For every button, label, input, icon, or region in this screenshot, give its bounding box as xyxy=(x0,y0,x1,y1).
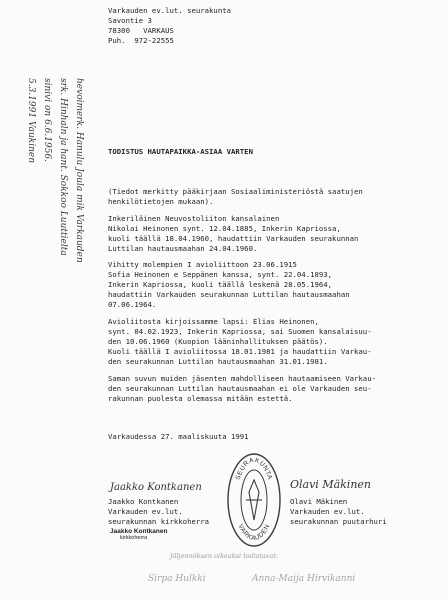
sender-phone: Puh. 972-22555 xyxy=(108,36,174,45)
margin-note-line: srk. Hinhaln ja hant. Sokkoo Luuttielta xyxy=(58,78,68,256)
sender-street: Savontie 3 xyxy=(108,16,152,25)
paragraph-line: 07.06.1964. xyxy=(108,300,157,309)
stamp-title: kirkkoherra xyxy=(120,535,148,541)
paragraph-line: synt. 04.02.1923, Inkerin Kapriossa, sai Suomen kansalaisuu- xyxy=(108,327,372,336)
copy-certification: Jäljennöksen oikeaksi todistavat: xyxy=(170,552,279,560)
copy-signature-2: Anna-Maija Hirvikanni xyxy=(252,574,356,584)
margin-note-line: sinivi on 6.6.1956. xyxy=(42,78,52,163)
seal-text-top: SEURAKUNTA xyxy=(234,456,274,481)
signatory-right-name: Olavi Mäkinen xyxy=(290,497,348,506)
signatory-left-name: Jaakko Kontkanen xyxy=(108,497,179,506)
document-title: TODISTUS HAUTAPAIKKA-ASIAA VARTEN xyxy=(108,147,253,156)
sender-postal: 78300 VARKAUS xyxy=(108,26,174,35)
paragraph-line: Inkeriläinen Neuvostoliiton kansalainen xyxy=(108,214,280,223)
svg-text:VARKAUDEN xyxy=(237,523,272,542)
paragraph-line: haudattiin Varkauden seurakunnan Luttilan hautausmaahan xyxy=(108,290,350,299)
paragraph-line: Luttilan hautausmaahan 24.04.1960. xyxy=(108,244,258,253)
paragraph-line: Saman suvun muiden jäsenten mahdolliseen hautaamiseen Varkau- xyxy=(108,374,376,383)
paragraph-line: Kuoli täällä I avioliitossa 18.01.1981 ja haudattiin Varkau- xyxy=(108,347,372,356)
intro-line: (Tiedot merkitty pääkirjaan Sosiaaliministeriöstä saatujen xyxy=(108,187,363,196)
signature-right: Olavi Mäkinen xyxy=(290,478,372,491)
paragraph-line: Sofia Heinonen e Seppänen kanssa, synt. 22.04.1893, xyxy=(108,270,333,279)
margin-note-line: 5.3.1991 Vaukinen xyxy=(26,78,36,164)
signatory-left-org: Varkauden ev.lut. xyxy=(108,507,183,516)
paragraph-line: rakunnan puolesta olemassa mitään estettä. xyxy=(108,394,293,403)
parish-seal xyxy=(226,452,282,548)
signatory-right-title: seurakunnan puutarhuri xyxy=(290,517,387,526)
paragraph-line: den seurakunnan Luttilan hautausmaahan ei ole Varkauden seu- xyxy=(108,384,372,393)
paragraph-line: Vihitty molempien I avioliittoon 23.06.1915 xyxy=(108,260,297,269)
paragraph-line: den seurakunnan Luttilan hautausmaahan 31.01.1981. xyxy=(108,357,328,366)
copy-signature-1: Sirpa Hulkki xyxy=(148,574,206,584)
paragraph-line: kuoli täällä 18.04.1960, haudattiin Varkauden seurakunnan xyxy=(108,234,359,243)
signature-left: Jaakko Kontkanen xyxy=(110,482,202,493)
paragraph-line: Inkerin Kapriossa, kuoli täällä leskenä 28.05.1964, xyxy=(108,280,333,289)
paragraph-line: Nikolai Heinonen synt. 12.04.1885, Inkerin Kapriossa, xyxy=(108,224,341,233)
signatory-left-title: seurakunnan kirkkoherra xyxy=(108,517,210,526)
paragraph-line: den 10.06.1960 (Kuopion lääninhallituksen päätös). xyxy=(108,337,328,346)
sender-name: Varkauden ev.lut. seurakunta xyxy=(108,6,232,15)
paragraph-line: Avioliitosta kirjoissamme lapsi: Elias Heinonen, xyxy=(108,317,319,326)
seal-text-bottom: VARKAUDEN xyxy=(236,523,272,543)
stamp-name: Jaakko Kontkanen xyxy=(110,528,168,535)
intro-line: henkilötietojen mukaan). xyxy=(108,197,214,206)
date-line: Varkaudessa 27. maaliskuuta 1991 xyxy=(108,432,249,441)
signatory-right-org: Varkauden ev.lut. xyxy=(290,507,365,516)
margin-note-line: hevoimerk. Hanulu Joula mik Varkauden xyxy=(74,78,84,263)
